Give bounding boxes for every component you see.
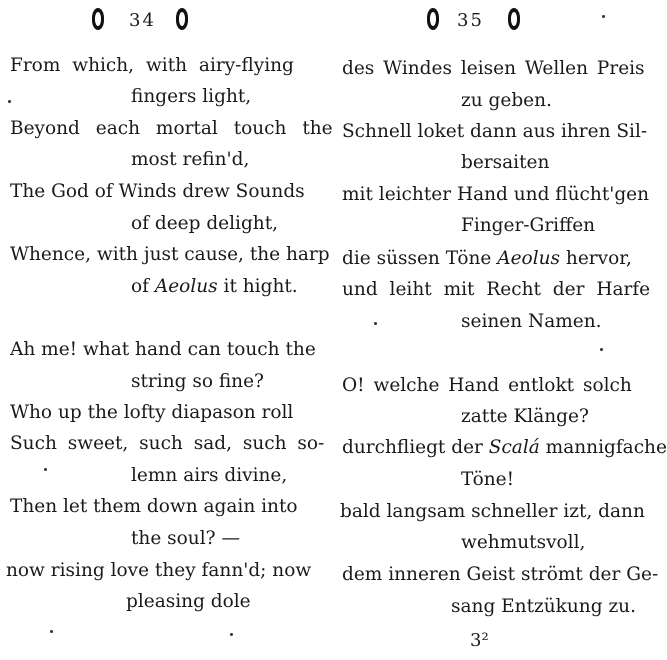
ornament-icon	[176, 8, 188, 30]
italic-name: Aeolus	[497, 248, 561, 269]
text-line: fingers light,	[131, 86, 252, 107]
signature-mark: 3²	[470, 630, 489, 651]
text-line: wehmutsvoll,	[461, 532, 586, 553]
ornament-icon	[427, 8, 439, 30]
ornament-icon	[508, 8, 520, 30]
text-line: Beyond each mortal touch the	[10, 118, 333, 139]
text-line: Ah me! what hand can touch the	[10, 339, 316, 360]
text-line: Such sweet, such sad, such so-	[10, 433, 325, 454]
text-line: now rising love they fann'd; now	[6, 560, 312, 581]
ornament-icon	[92, 8, 104, 30]
text-line: of Aeolus it hight.	[131, 276, 298, 297]
text-line: Then let them down again into	[10, 496, 298, 517]
text-line: The God of Winds drew Sounds	[10, 181, 305, 202]
italic-word: Scalá	[488, 437, 540, 458]
text-line: seinen Namen.	[461, 311, 602, 332]
text-line: the soul? —	[131, 528, 240, 549]
text-line: und leiht mit Recht der Harfe	[342, 279, 651, 300]
text-line: of deep delight,	[131, 213, 279, 234]
text-line: Töne!	[461, 469, 515, 490]
page-number: 34	[129, 10, 156, 31]
right-page	[322, 0, 667, 660]
ink-speck	[230, 633, 233, 636]
text-line: Schnell loket dann aus ihren Sil-	[342, 121, 648, 142]
ink-speck	[50, 630, 53, 633]
text-line: lemn airs divine,	[131, 465, 288, 486]
text-line: des Windes leisen Wellen Preis	[342, 58, 645, 79]
ink-speck	[374, 322, 377, 325]
text-line: Who up the lofty diapason roll	[10, 402, 294, 423]
text-line: Finger-Griffen	[461, 215, 596, 236]
text-line: bersaiten	[461, 152, 550, 173]
text-line: zatte Klänge?	[461, 406, 589, 427]
right-page-header	[322, 6, 641, 36]
text-line: bald langsam schneller izt, dann	[340, 501, 645, 522]
text-line: O! welche Hand entlokt solch	[342, 375, 632, 396]
text-line: dem inneren Geist strömt der Ge-	[342, 564, 659, 585]
text-line: sang Entzükung zu.	[451, 596, 636, 617]
left-page	[0, 0, 333, 660]
text-line: pleasing dole	[126, 591, 251, 612]
text-line: mit leichter Hand und flücht'gen	[342, 184, 650, 205]
left-page-header	[0, 6, 315, 36]
ink-speck	[44, 468, 47, 471]
text-line: zu geben.	[461, 90, 552, 111]
text-line: durchfliegt der Scalá mannigfache	[342, 437, 667, 458]
ink-speck	[602, 15, 605, 18]
ink-speck	[8, 100, 11, 103]
text-line: Whence, with just cause, the harp	[10, 244, 330, 265]
text-line: string so fine?	[131, 371, 264, 392]
text-line: die süssen Töne Aeolus hervor,	[342, 248, 632, 269]
italic-name: Aeolus	[154, 276, 218, 297]
text-line: From which, with airy-flying	[10, 55, 294, 76]
ink-speck	[600, 348, 603, 351]
page-number: 35	[457, 10, 484, 31]
text-line: most refin'd,	[131, 149, 250, 170]
